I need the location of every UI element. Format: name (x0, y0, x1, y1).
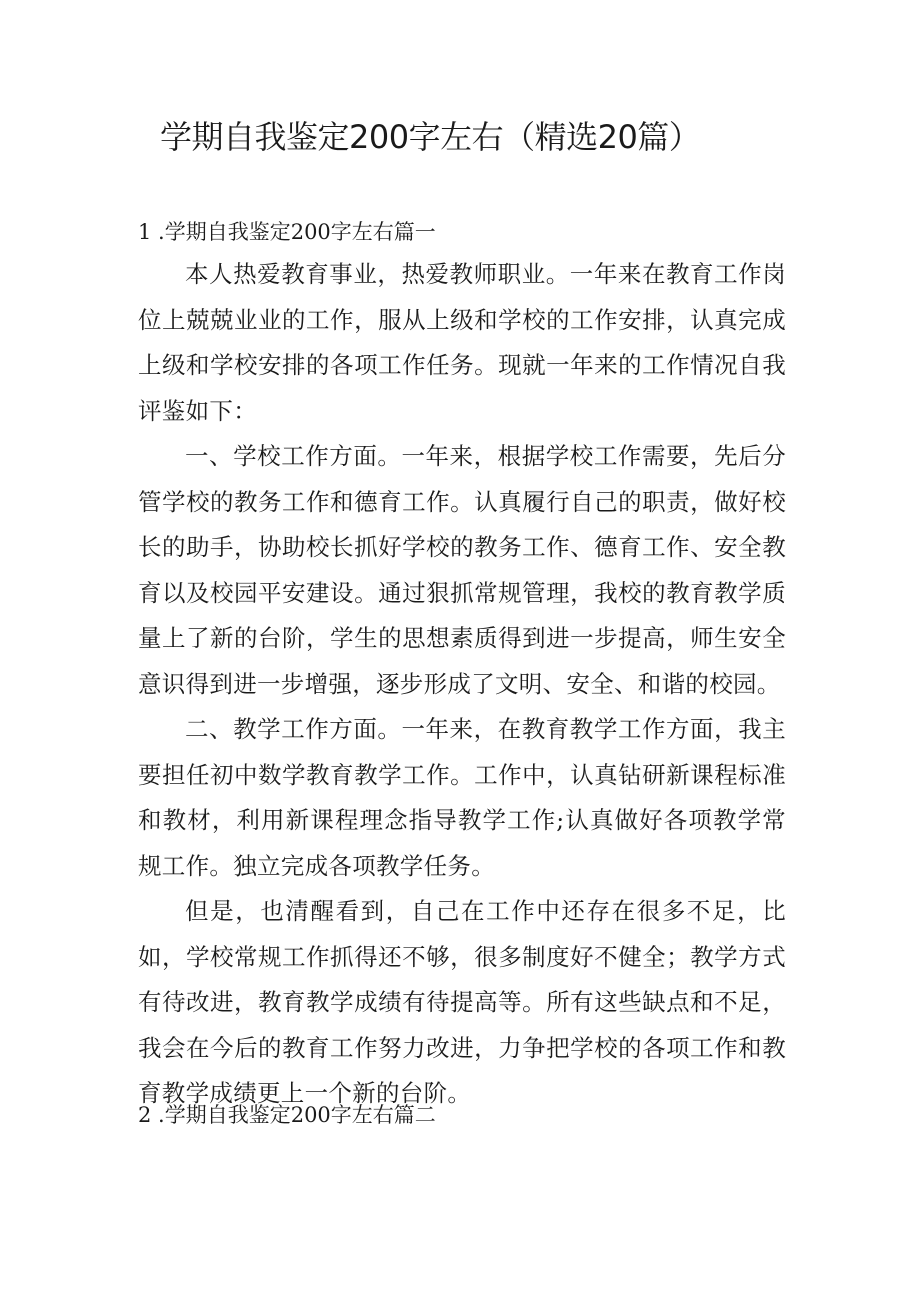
section-1-paragraph-4: 但是，也清醒看到，自己在工作中还存在很多不足，比如，学校常规工作抓得还不够，很多制度好不健全；教学方式有待改进，教育教学成绩有待提高等。所有这些缺点和不足，我会在今后的教育工作努力改进，力争把学校的各项工作和教育教学成绩更上一个新的台阶。 (138, 897, 786, 1107)
section-1-paragraph-3: 二、教学工作方面。一年来，在教育教学工作方面，我主要担任初中数学教育教学工作。工作中，认真钻研新课程标准和教材，利用新课程理念指导教学工作;认真做好各项教学常规工作。独立完成各项教学任务。 (138, 715, 786, 880)
section-1-paragraph-2: 一、学校工作方面。一年来，根据学校工作需要，先后分管学校的教务工作和德育工作。认真履行自己的职责，做好校长的助手，协助校长抓好学校的教务工作、德育工作、安全教育以及校园平安建设。通过狠抓常规管理，我校的教育教学质量上了新的台阶，学生的思想素质得到进一步提高，师生安全意识得到进一步增强，逐步形成了文明、安全、和谐的校园。 (138, 442, 786, 698)
section-1-paragraph-1: 本人热爱教育事业，热爱教师职业。一年来在教育工作岗位上兢兢业业的工作，服从上级和学校的工作安排，认真完成上级和学校安排的各项工作任务。现就一年来的工作情况自我评鉴如下： (138, 260, 786, 425)
section-1-heading: 1 .学期自我鉴定200字左右篇一 (138, 220, 436, 244)
document-title: 学期自我鉴定200字左右（精选20篇） (160, 118, 701, 156)
section-2-heading: 2 .学期自我鉴定200字左右篇二 (138, 1103, 436, 1127)
section-1-body (138, 252, 786, 1117)
